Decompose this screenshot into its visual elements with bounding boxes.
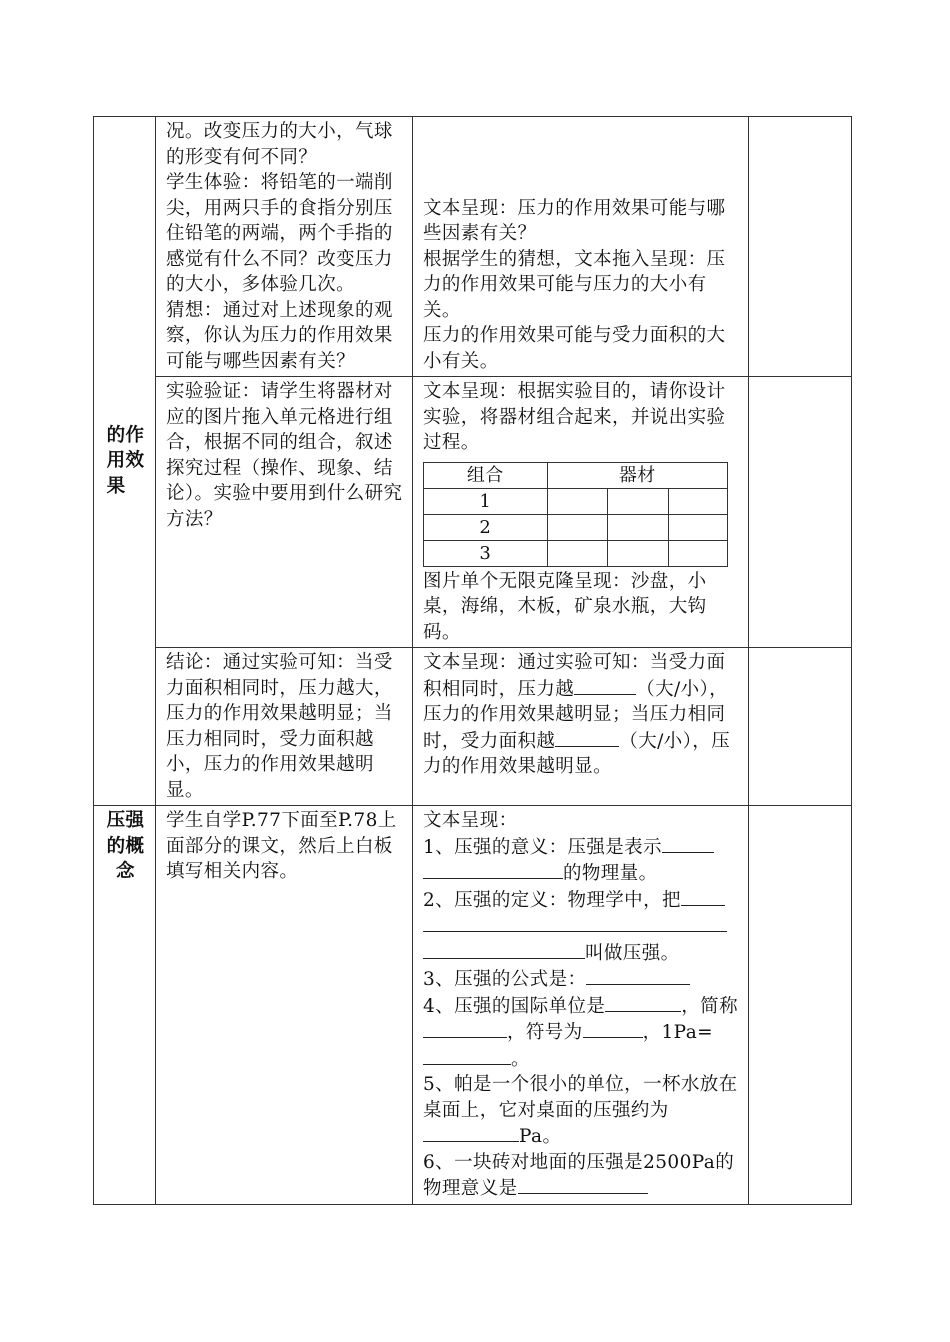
student-activity-cell bbox=[156, 806, 413, 1205]
activity-text: 况。改变压力的大小，气球的形变有何不同？ bbox=[166, 121, 393, 168]
item-6 bbox=[423, 1150, 740, 1202]
item-4 bbox=[423, 993, 740, 1073]
group-number: 1 bbox=[424, 488, 548, 514]
label-line: 的作 bbox=[106, 424, 145, 446]
media-cell bbox=[413, 806, 749, 1205]
lesson-plan-table bbox=[93, 116, 852, 1205]
section-label-concept bbox=[94, 806, 156, 1205]
label-line: 压强 bbox=[106, 810, 145, 831]
group-number: 3 bbox=[424, 540, 548, 566]
item-2 bbox=[423, 887, 740, 967]
text-span: 叫做压强。 bbox=[585, 942, 680, 964]
activity-text: 学生自学P.77下面至P.78上面部分的课文，然后上白板填写相关内容。 bbox=[166, 810, 397, 882]
media-text bbox=[423, 650, 740, 780]
fill-blank[interactable] bbox=[586, 966, 690, 985]
text-span: 6、一块砖对地面的压强是2500Pa的物理意义是 bbox=[423, 1151, 735, 1199]
drop-cell[interactable] bbox=[608, 540, 669, 566]
media-cell bbox=[413, 117, 749, 377]
item-5 bbox=[423, 1072, 740, 1150]
fill-blank[interactable] bbox=[555, 728, 619, 747]
media-cell bbox=[413, 377, 749, 648]
notes-cell bbox=[749, 117, 852, 377]
fill-blank[interactable] bbox=[574, 676, 636, 695]
equipment-table bbox=[423, 462, 728, 567]
table-row bbox=[424, 540, 728, 566]
group-number: 2 bbox=[424, 514, 548, 540]
media-text: 压力的作用效果可能与受力面积的大小有关。 bbox=[423, 325, 726, 372]
text-span: （大/小），压力的作用效果越明显。 bbox=[423, 730, 731, 777]
student-activity-cell bbox=[156, 377, 413, 648]
fill-blank[interactable] bbox=[423, 1046, 511, 1065]
text-span: Pa。 bbox=[519, 1126, 562, 1147]
drop-cell[interactable] bbox=[608, 488, 669, 514]
fill-blank[interactable] bbox=[423, 913, 727, 932]
drop-cell[interactable] bbox=[669, 540, 728, 566]
drop-cell[interactable] bbox=[669, 488, 728, 514]
notes-cell bbox=[749, 648, 852, 806]
fill-blank[interactable] bbox=[681, 887, 725, 906]
item-1 bbox=[423, 834, 740, 887]
drop-cell[interactable] bbox=[669, 514, 728, 540]
activity-text: 实验验证：请学生将器材对应的图片拖入单元格进行组合，根据不同的组合，叙述探究过程（操作、现象、结论）。实验中要用到什么研究方法？ bbox=[166, 381, 403, 530]
fill-blank[interactable] bbox=[518, 1175, 648, 1194]
media-text: 文本呈现： bbox=[423, 810, 518, 831]
drop-cell[interactable] bbox=[608, 514, 669, 540]
label-line: 念 bbox=[116, 861, 135, 882]
text-span: 3、压强的公式是： bbox=[423, 969, 587, 990]
table-header-group: 组合 bbox=[424, 462, 548, 488]
item-3 bbox=[423, 966, 740, 993]
drop-cell[interactable] bbox=[547, 514, 608, 540]
text-span: 1、压强的意义：压强是表示 bbox=[423, 836, 662, 858]
media-cell bbox=[413, 648, 749, 806]
fill-blank[interactable] bbox=[605, 993, 681, 1012]
text-span: 的物理量。 bbox=[563, 863, 658, 884]
notes-cell bbox=[749, 377, 852, 648]
activity-text: 学生体验：将铅笔的一端削尖，用两只手的食指分别压住铅笔的两端，两个手指的感觉有什么不同？改变压力的大小，多体验几次。 bbox=[166, 172, 393, 295]
activity-text: 猜想：通过对上述现象的观察，你认为压力的作用效果可能与哪些因素有关？ bbox=[166, 299, 393, 372]
fill-blank[interactable] bbox=[423, 940, 585, 959]
media-text: 文本呈现：根据实验目的，请你设计实验，将器材组合起来，并说出实验过程。 bbox=[423, 381, 726, 453]
media-text: 文本呈现：压力的作用效果可能与哪些因素有关？ bbox=[423, 197, 726, 244]
student-activity-cell bbox=[156, 648, 413, 806]
media-text: 根据学生的猜想，文本拖入呈现：压力的作用效果可能与压力的大小有关。 bbox=[423, 248, 726, 321]
table-header-equipment: 器材 bbox=[547, 462, 727, 488]
table-row bbox=[424, 514, 728, 540]
label-line: 的概 bbox=[106, 835, 145, 857]
fill-blank[interactable] bbox=[423, 1123, 519, 1142]
text-span: 2、压强的定义：物理学中，把 bbox=[423, 889, 681, 911]
fill-blank[interactable] bbox=[423, 860, 563, 879]
fill-blank[interactable] bbox=[662, 834, 714, 853]
activity-text: 结论：通过实验可知：当受力面积相同时，压力越大，压力的作用效果越明显；当压力相同时，受力面积越小，压力的作用效果越明显。 bbox=[166, 652, 393, 801]
section-label-effect bbox=[94, 117, 156, 806]
fill-blank[interactable] bbox=[423, 1019, 507, 1038]
row-pressure-concept bbox=[94, 806, 852, 1205]
drop-cell[interactable] bbox=[547, 488, 608, 514]
fill-blank[interactable] bbox=[583, 1019, 643, 1038]
text-span: 文本呈现：通过实验可知：当受力面积相同时，压力越 bbox=[423, 652, 726, 700]
label-line: 果 bbox=[106, 475, 126, 497]
text-span: 。 bbox=[511, 1048, 530, 1070]
table-row bbox=[424, 488, 728, 514]
row-experiment bbox=[94, 377, 852, 648]
text-span: ，符号为 bbox=[507, 1022, 583, 1043]
row-guess bbox=[94, 117, 852, 377]
text-span: ，1Pa= bbox=[642, 1022, 714, 1043]
text-span: （大/小），压力的作用效果越明显；当压力相同时，受力面积越 bbox=[423, 678, 729, 752]
media-text: 图片单个无限克隆呈现：沙盘，小桌，海绵，木板，矿泉水瓶，大钩码。 bbox=[423, 570, 707, 643]
label-line: 用效 bbox=[106, 450, 145, 472]
text-span: 5、帕是一个很小的单位，一杯水放在桌面上，它对桌面的压强约为 bbox=[423, 1074, 738, 1121]
text-span: ，简称 bbox=[681, 995, 738, 1017]
row-conclusion bbox=[94, 648, 852, 806]
notes-cell bbox=[749, 806, 852, 1205]
student-activity-cell bbox=[156, 117, 413, 377]
drop-cell[interactable] bbox=[547, 540, 608, 566]
text-span: 4、压强的国际单位是 bbox=[423, 995, 606, 1017]
